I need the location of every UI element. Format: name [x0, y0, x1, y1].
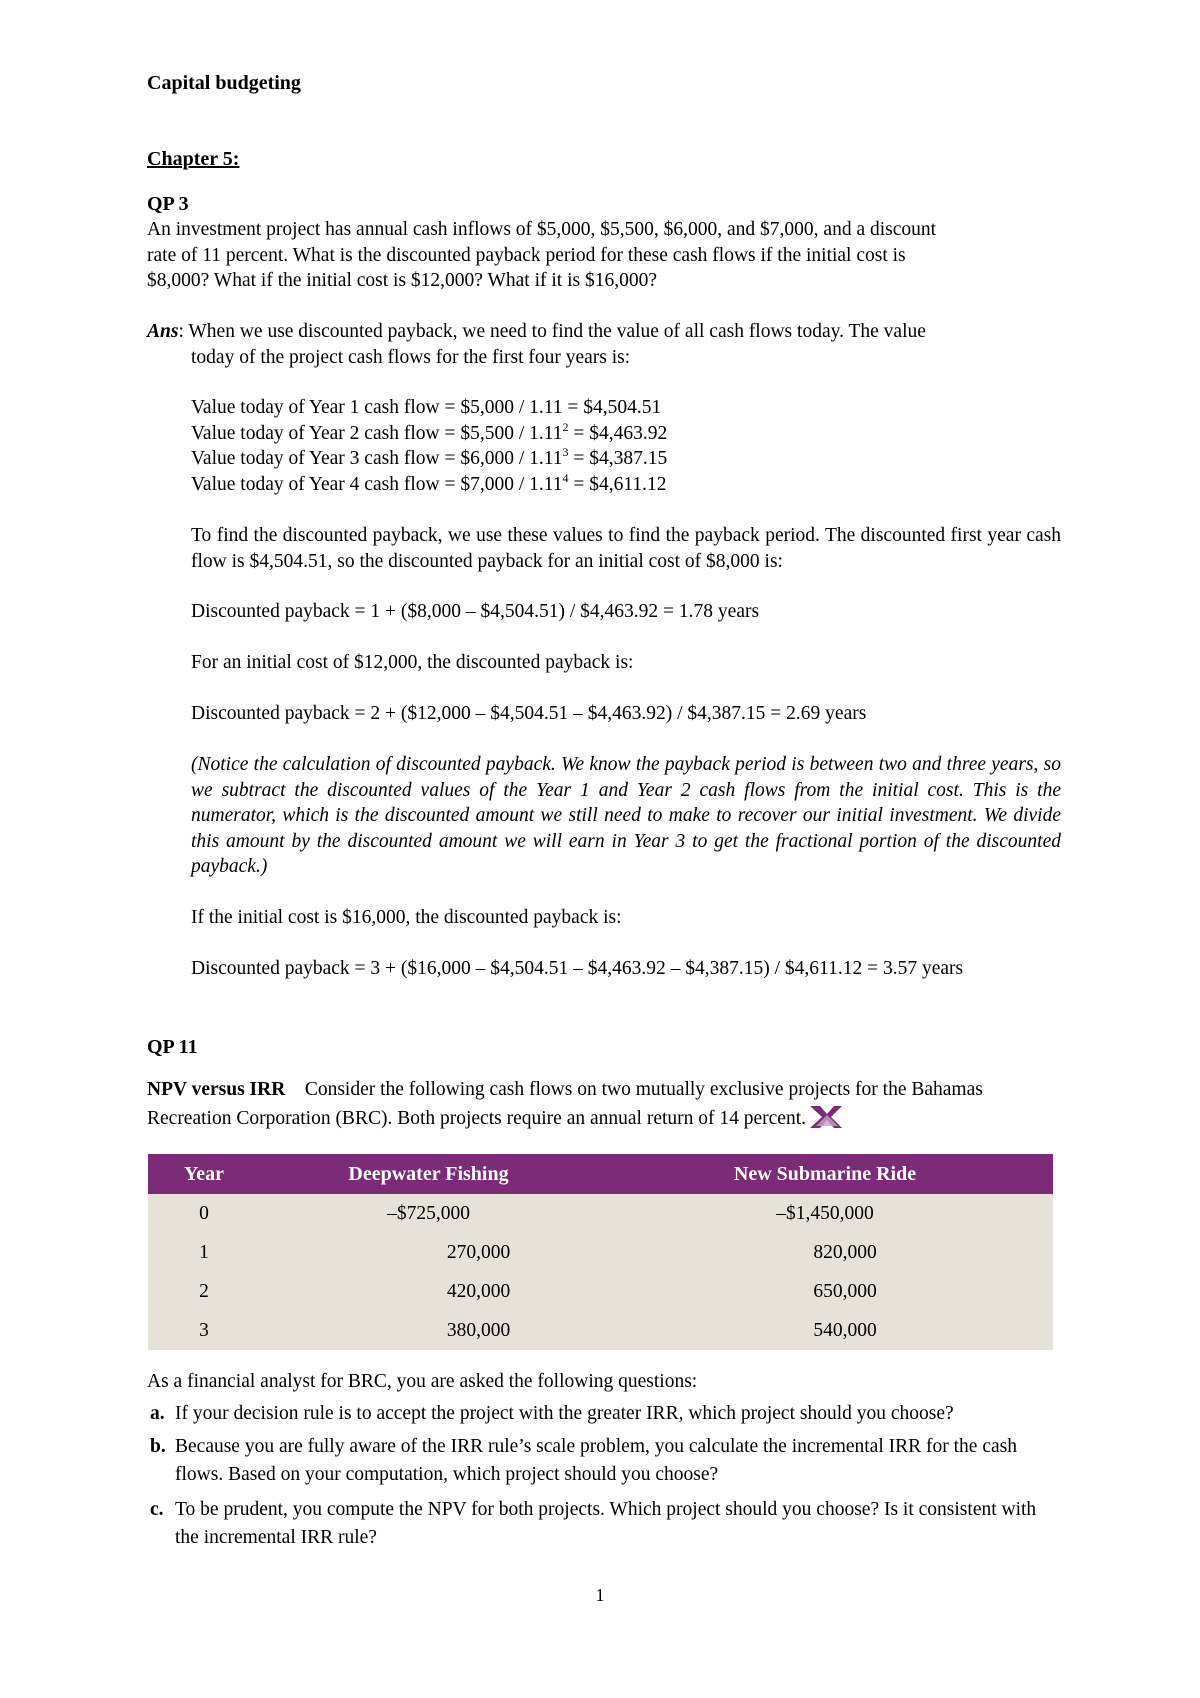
question-label: c. [150, 1499, 164, 1520]
payback-12000: Discounted payback = 2 + ($12,000 – $4,504.51 – $4,463.92) / $4,387.15 = 2.69 years [191, 703, 867, 724]
qp3-question-line: $8,000? What if the initial cost is $12,000? What if it is $16,000? [147, 270, 657, 291]
value-today-line: Value today of Year 1 cash flow = $5,000 / 1.11 = $4,504.51 [191, 397, 662, 418]
page-number: 1 [595, 1585, 605, 1605]
table-row [148, 1233, 1053, 1272]
table-header-row [148, 1154, 1053, 1194]
chapter-heading: Chapter 5: [147, 148, 240, 170]
value-today-line: Value today of Year 3 cash flow = $6,000 / $1.11^3$ = $4,387.15 [191, 445, 668, 469]
analyst-intro: As a financial analyst for BRC, you are asked the following questions: [147, 1371, 698, 1392]
cash-flow-table [148, 1154, 1053, 1350]
problem-text: Consider the following cash flows on two mutually exclusive projects for the Bahamas [304, 1079, 983, 1100]
ans-label: Ans [147, 321, 179, 342]
qp3-question [147, 217, 1047, 294]
table-cell: 380,000 [260, 1311, 597, 1350]
question-b [150, 1433, 1070, 1489]
document-title: Capital budgeting [147, 72, 301, 94]
table-cell: –$725,000 [260, 1194, 597, 1233]
value-today-list [191, 395, 1061, 497]
problem-text: Recreation Corporation (BRC). Both projects require an annual return of 14 percent. [147, 1108, 807, 1129]
table-row [148, 1194, 1053, 1233]
find-payback-paragraph: To find the discounted payback, we use these values to find the payback period. The discounted first year cash flow is $4,504.51, so the discounted payback for an initial cost of $8,000 is: [191, 525, 1061, 572]
table-cell: 540,000 [597, 1311, 1053, 1350]
table-cell: –$1,450,000 [597, 1194, 1053, 1233]
table-cell: 270,000 [260, 1233, 597, 1272]
problem-label: NPV versus IRR [147, 1079, 286, 1100]
intro-16000: If the initial cost is $16,000, the discounted payback is: [191, 907, 622, 928]
table-cell: 1 [148, 1233, 260, 1272]
table-cell: 0 [148, 1194, 260, 1233]
ans-intro-line: : When we use discounted payback, we need to find the value of all cash flows today. The value [178, 321, 926, 342]
question-label: b. [150, 1436, 166, 1457]
table-cell: 650,000 [597, 1272, 1053, 1311]
question-a [150, 1400, 1070, 1428]
ans-intro-line: today of the project cash flows for the first four years is: [191, 346, 631, 368]
table-header: New Submarine Ride [597, 1154, 1053, 1194]
table-cell: 3 [148, 1311, 260, 1350]
question-c [150, 1496, 1070, 1552]
table-row [148, 1272, 1053, 1311]
qp3-question-line: rate of 11 percent. What is the discounted payback period for these cash flows if the initial cost is [147, 244, 906, 266]
value-today-line: Value today of Year 2 cash flow = $5,500 / $1.11^2$ = $4,463.92 [191, 419, 668, 444]
table-header: Year [148, 1154, 260, 1194]
qp3-heading: QP 3 [147, 193, 189, 215]
table-cell: 2 [148, 1272, 260, 1311]
intro-12000: For an initial cost of $12,000, the discounted payback is: [191, 652, 634, 673]
payback-16000: Discounted payback = 3 + ($16,000 – $4,504.51 – $4,463.92 – $4,387.15) / $4,611.12 = 3.57 years [191, 958, 964, 979]
question-label: a. [150, 1403, 165, 1424]
table-header: Deepwater Fishing [260, 1154, 597, 1194]
qp3-answer-intro [147, 319, 1047, 370]
notice-paragraph: (Notice the calculation of discounted payback. We know the payback period is between two and three years, so we subtract the discounted values of the Year 1 and Year 2 cash flows from the initial cost. This is the numerator, which is the discounted amount we still need to make to recover our initial investment. We divide this amount by the discounted amount we will earn in Year 3 to get the fractional portion of the discounted payback.) [191, 754, 1061, 877]
table-row [148, 1311, 1053, 1350]
payback-8000: Discounted payback = 1 + ($8,000 – $4,504.51) / $4,463.92 = 1.78 years [191, 601, 760, 622]
question-text: If your decision rule is to accept the project with the greater IRR, which project should you choose? [175, 1403, 954, 1424]
qp3-question-line: An investment project has annual cash inflows of $5,000, $5,500, $6,000, and $7,000, and a discount [147, 219, 937, 240]
table-cell: 420,000 [260, 1272, 597, 1311]
question-text-cont: flows. Based on your computation, which project should you choose? [175, 1464, 719, 1485]
question-text-cont: the incremental IRR rule? [175, 1527, 377, 1548]
qp11-problem [147, 1075, 1077, 1139]
question-text: Because you are fully aware of the IRR rule’s scale problem, you calculate the incremental IRR for the cash [175, 1436, 1017, 1457]
question-text: To be prudent, you compute the NPV for both projects. Which project should you choose? Is it consistent with [175, 1499, 1037, 1520]
x-logo-icon [808, 1104, 844, 1139]
value-today-line: Value today of Year 4 cash flow = $7,000 / $1.11^4$ = $4,611.12 [191, 470, 667, 495]
qp11-heading: QP 11 [147, 1036, 198, 1058]
table-cell: 820,000 [597, 1233, 1053, 1272]
